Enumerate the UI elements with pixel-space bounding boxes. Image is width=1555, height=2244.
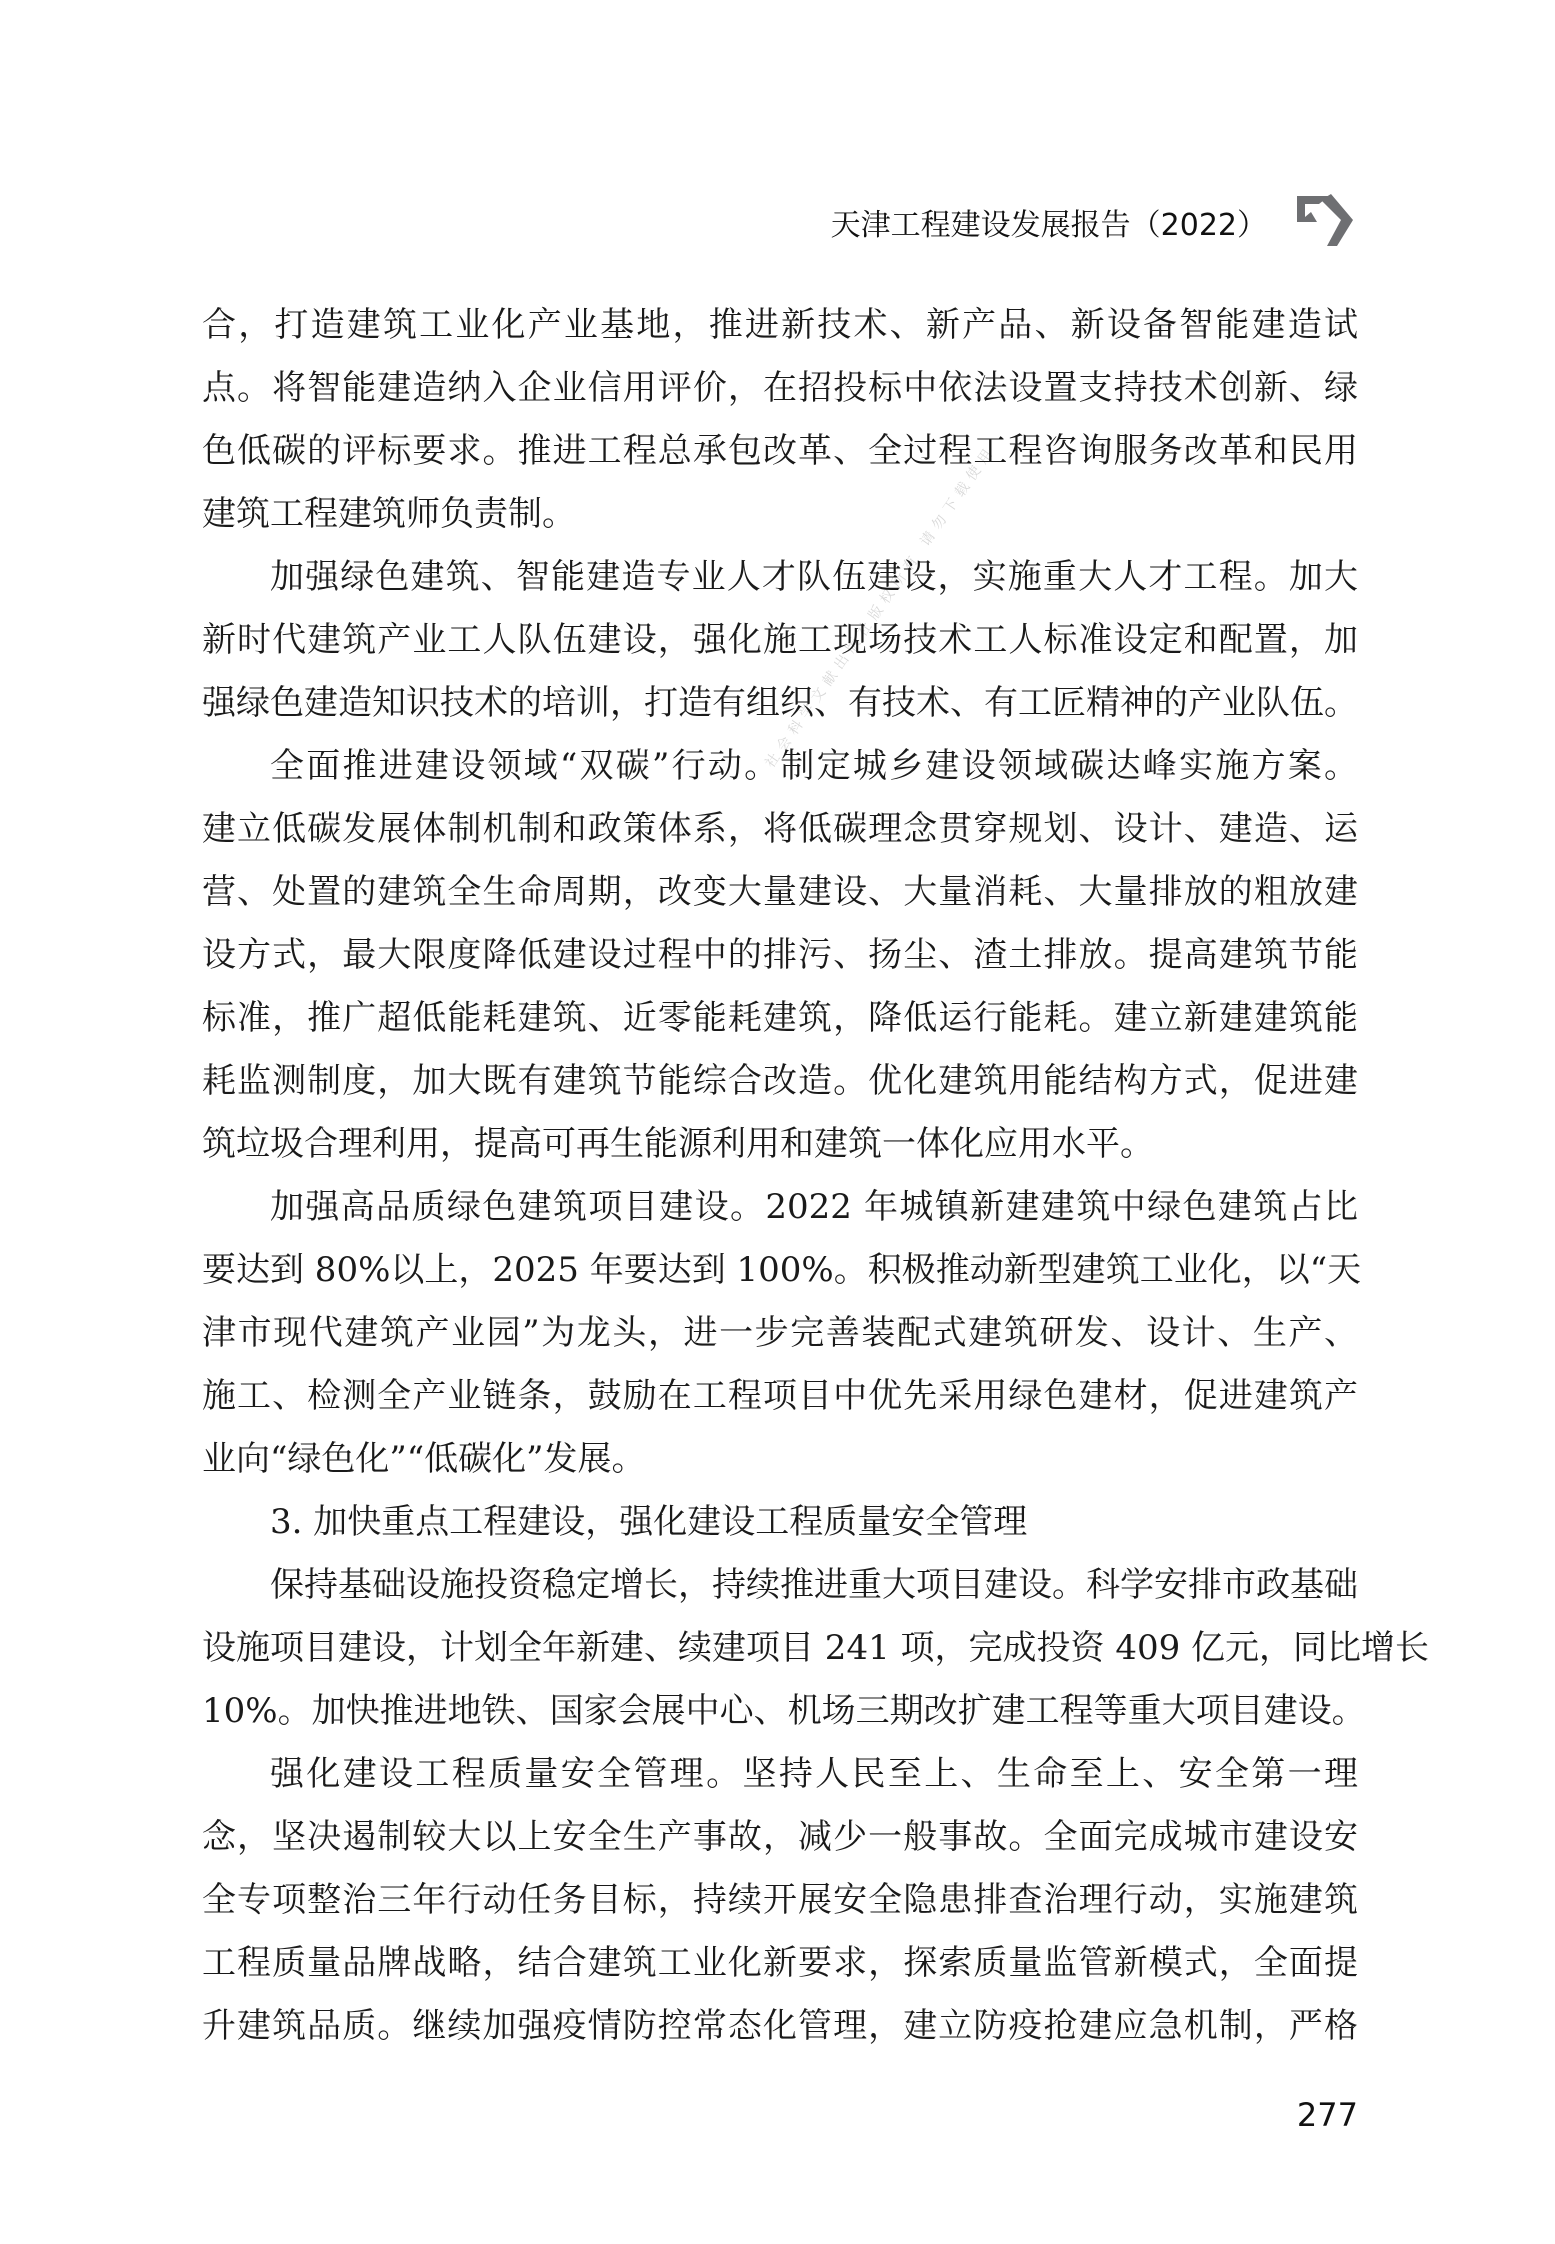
text-line: 点。将智能建造纳入企业信用评价，在招投标中依法设置支持技术创新、绿 bbox=[202, 368, 1358, 408]
text-line: 全专项整治三年行动任务目标，持续开展安全隐患排查治理行动，实施建筑 bbox=[202, 1880, 1358, 1920]
text-line: 标准，推广超低能耗建筑、近零能耗建筑，降低运行能耗。建立新建建筑能 bbox=[202, 998, 1358, 1038]
watermark: 社会科学文献出版社版权所有 请勿下载使用 bbox=[762, 441, 1000, 771]
text-line: 升建筑品质。继续加强疫情防控常态化管理，建立防疫抢建应急机制，严格 bbox=[202, 2006, 1358, 2046]
book-series-logo-icon bbox=[1295, 192, 1355, 248]
text-line: 设施项目建设，计划全年新建、续建项目 241 项，完成投资 409 亿元，同比增长 bbox=[202, 1628, 1430, 1668]
text-line: 耗监测制度，加大既有建筑节能综合改造。优化建筑用能结构方式，促进建 bbox=[202, 1061, 1358, 1101]
text-line: 津市现代建筑产业园”为龙头，进一步完善装配式建筑研发、设计、生产、 bbox=[202, 1313, 1358, 1353]
text-line: 营、处置的建筑全生命周期，改变大量建设、大量消耗、大量排放的粗放建 bbox=[202, 872, 1358, 912]
text-line: 加强绿色建筑、智能建造专业人才队伍建设，实施重大人才工程。加大 bbox=[270, 557, 1358, 597]
text-line: 强化建设工程质量安全管理。坚持人民至上、生命至上、安全第一理 bbox=[270, 1754, 1358, 1794]
text-line: 强绿色建造知识技术的培训，打造有组织、有技术、有工匠精神的产业队伍。 bbox=[202, 683, 1358, 723]
page-number: 277 bbox=[1296, 2096, 1358, 2134]
text-line: 10%。加快推进地铁、国家会展中心、机场三期改扩建工程等重大项目建设。 bbox=[202, 1691, 1366, 1731]
text-line: 全面推进建设领域“双碳”行动。制定城乡建设领域碳达峰实施方案。 bbox=[270, 746, 1358, 786]
text-line: 工程质量品牌战略，结合建筑工业化新要求，探索质量监管新模式，全面提 bbox=[202, 1943, 1358, 1983]
text-line: 新时代建筑产业工人队伍建设，强化施工现场技术工人标准设定和配置，加 bbox=[202, 620, 1358, 660]
text-line: 保持基础设施投资稳定增长，持续推进重大项目建设。科学安排市政基础 bbox=[270, 1565, 1358, 1605]
text-line: 筑垃圾合理利用，提高可再生能源利用和建筑一体化应用水平。 bbox=[202, 1124, 1154, 1164]
text-line: 建筑工程建筑师负责制。 bbox=[202, 494, 576, 534]
text-line: 合，打造建筑工业化产业基地，推进新技术、新产品、新设备智能建造试 bbox=[202, 305, 1358, 345]
body-text bbox=[202, 294, 1430, 2058]
text-line: 3. 加快重点工程建设，强化建设工程质量安全管理 bbox=[270, 1502, 1028, 1542]
text-line: 施工、检测全产业链条，鼓励在工程项目中优先采用绿色建材，促进建筑产 bbox=[202, 1376, 1358, 1416]
running-header: 天津工程建设发展报告（2022） bbox=[830, 208, 1267, 243]
text-line: 色低碳的评标要求。推进工程总承包改革、全过程工程咨询服务改革和民用 bbox=[202, 431, 1358, 471]
text-line: 加强高品质绿色建筑项目建设。2022 年城镇新建建筑中绿色建筑占比 bbox=[270, 1187, 1358, 1227]
text-line: 业向“绿色化”“低碳化”发展。 bbox=[202, 1439, 646, 1479]
text-line: 要达到 80%以上，2025 年要达到 100%。积极推动新型建筑工业化，以“天 bbox=[202, 1250, 1362, 1290]
text-line: 念，坚决遏制较大以上安全生产事故，减少一般事故。全面完成城市建设安 bbox=[202, 1817, 1358, 1857]
text-line: 建立低碳发展体制机制和政策体系，将低碳理念贯穿规划、设计、建造、运 bbox=[202, 809, 1358, 849]
text-line: 设方式，最大限度降低建设过程中的排污、扬尘、渣土排放。提高建筑节能 bbox=[202, 935, 1358, 975]
